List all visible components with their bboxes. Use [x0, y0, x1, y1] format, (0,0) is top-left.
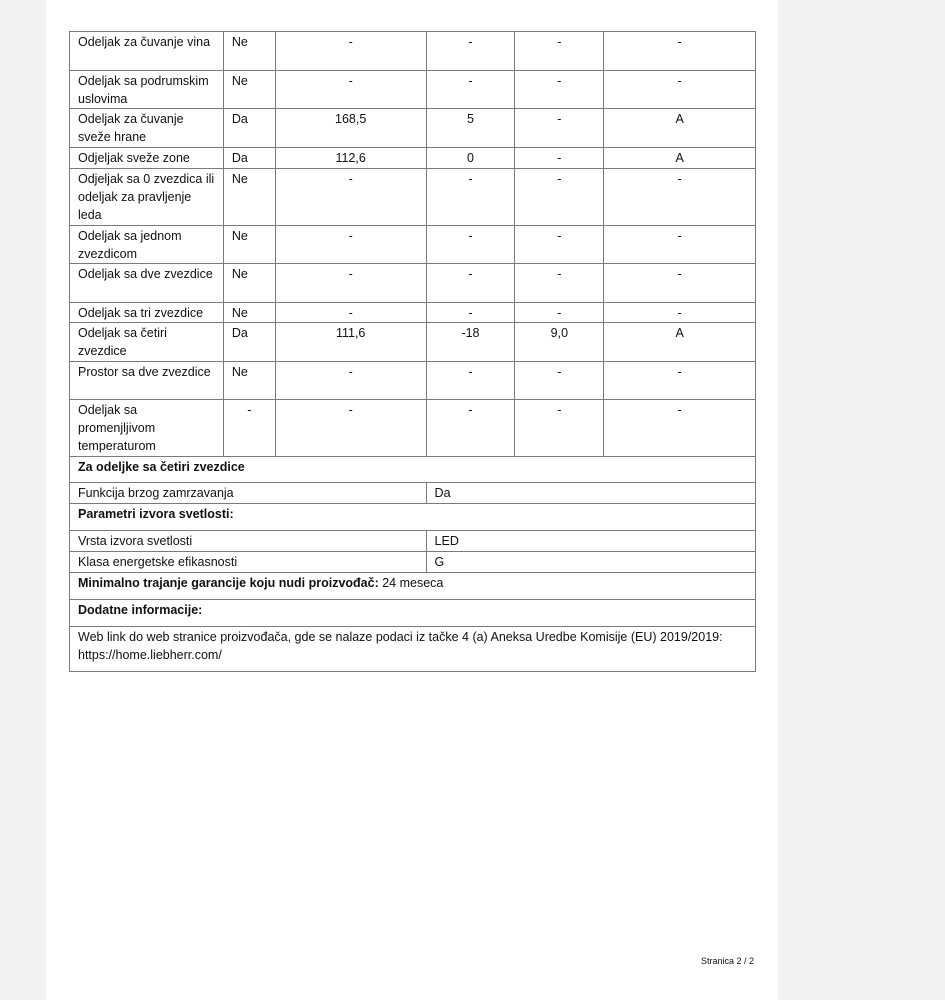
- product-info-table: [69, 31, 756, 672]
- compartment-name: Odeljak za čuvanje vina: [70, 32, 224, 71]
- table-row: [70, 109, 756, 148]
- table-row: [70, 264, 756, 303]
- compartment-name: Odjeljak sveže zone: [70, 148, 224, 169]
- compartment-present: Ne: [223, 264, 275, 303]
- compartment-present: Ne: [223, 32, 275, 71]
- table-row: [70, 400, 756, 457]
- warranty-label: Minimalno trajanje garancije koju nudi proizvođač:: [78, 576, 379, 590]
- table-row: [70, 169, 756, 226]
- fast-freeze-label: Funkcija brzog zamrzavanja: [70, 483, 427, 504]
- compartment-freezing-capacity: -: [515, 109, 604, 148]
- table-row: [70, 226, 756, 264]
- document-page: [46, 0, 778, 1000]
- compartment-volume: 168,5: [275, 109, 426, 148]
- fast-freeze-value: Da: [426, 483, 755, 504]
- compartment-name: Odeljak sa četiri zvezdice: [70, 323, 224, 362]
- compartment-name: Prostor sa dve zvezdice: [70, 362, 224, 400]
- compartment-freezing-capacity: -: [515, 32, 604, 71]
- compartment-volume: -: [275, 32, 426, 71]
- light-type-value: LED: [426, 531, 755, 552]
- compartment-climate: A: [604, 109, 756, 148]
- compartment-freezing-capacity: -: [515, 303, 604, 323]
- table-row: [70, 531, 756, 552]
- compartment-freezing-capacity: -: [515, 226, 604, 264]
- compartment-volume: -: [275, 264, 426, 303]
- table-row: [70, 362, 756, 400]
- four-star-heading: Za odeljke sa četiri zvezdice: [70, 457, 756, 483]
- compartment-climate: A: [604, 323, 756, 362]
- compartment-temperature: -: [426, 226, 515, 264]
- compartment-climate: -: [604, 71, 756, 109]
- compartment-temperature: 0: [426, 148, 515, 169]
- compartment-freezing-capacity: -: [515, 264, 604, 303]
- compartment-climate: A: [604, 148, 756, 169]
- warranty-row: [70, 573, 756, 600]
- compartment-climate: -: [604, 303, 756, 323]
- compartment-climate: -: [604, 400, 756, 457]
- compartment-freezing-capacity: -: [515, 148, 604, 169]
- compartment-volume: 111,6: [275, 323, 426, 362]
- table-row: [70, 71, 756, 109]
- light-type-label: Vrsta izvora svetlosti: [70, 531, 427, 552]
- compartment-volume: -: [275, 303, 426, 323]
- compartment-climate: -: [604, 362, 756, 400]
- compartment-volume: -: [275, 71, 426, 109]
- compartment-freezing-capacity: -: [515, 169, 604, 226]
- compartment-temperature: -: [426, 169, 515, 226]
- compartment-climate: -: [604, 226, 756, 264]
- compartment-temperature: -18: [426, 323, 515, 362]
- warranty-cell: [70, 573, 756, 600]
- compartment-present: Da: [223, 323, 275, 362]
- compartment-freezing-capacity: 9,0: [515, 323, 604, 362]
- section-heading-row: [70, 457, 756, 483]
- compartment-climate: -: [604, 169, 756, 226]
- energy-class-label: Klasa energetske efikasnosti: [70, 552, 427, 573]
- compartment-present: Ne: [223, 71, 275, 109]
- compartment-present: -: [223, 400, 275, 457]
- compartment-name: Odeljak sa jednom zvezdicom: [70, 226, 224, 264]
- compartment-freezing-capacity: -: [515, 400, 604, 457]
- table-row: [70, 323, 756, 362]
- page-number: Stranica 2 / 2: [701, 956, 755, 966]
- light-source-heading: Parametri izvora svetlosti:: [70, 504, 756, 531]
- compartment-climate: -: [604, 32, 756, 71]
- compartment-temperature: -: [426, 264, 515, 303]
- compartment-temperature: -: [426, 303, 515, 323]
- energy-class-value: G: [426, 552, 755, 573]
- compartment-freezing-capacity: -: [515, 71, 604, 109]
- compartment-name: Odeljak sa tri zvezdice: [70, 303, 224, 323]
- compartment-present: Ne: [223, 169, 275, 226]
- compartment-volume: -: [275, 169, 426, 226]
- compartment-freezing-capacity: -: [515, 362, 604, 400]
- table-row: [70, 303, 756, 323]
- warranty-value: 24 meseca: [378, 576, 444, 590]
- compartment-name: Odeljak sa promenjljivom temperaturom: [70, 400, 224, 457]
- compartment-name: Odeljak za čuvanje sveže hrane: [70, 109, 224, 148]
- compartment-volume: 112,6: [275, 148, 426, 169]
- compartment-name: Odeljak sa dve zvezdice: [70, 264, 224, 303]
- additional-info-text: Web link do web stranice proizvođača, gde se nalaze podaci iz tačke 4 (a) Aneksa Uredbe Komisije (EU) 2019/2019: https://home.liebherr.com/: [70, 627, 756, 672]
- compartment-present: Da: [223, 109, 275, 148]
- compartment-present: Da: [223, 148, 275, 169]
- section-heading-row: [70, 600, 756, 627]
- section-heading-row: [70, 504, 756, 531]
- compartment-temperature: -: [426, 32, 515, 71]
- table-row: [70, 627, 756, 672]
- compartment-present: Ne: [223, 226, 275, 264]
- compartment-climate: -: [604, 264, 756, 303]
- table-row: [70, 148, 756, 169]
- table-row: [70, 32, 756, 71]
- compartment-volume: -: [275, 362, 426, 400]
- compartment-present: Ne: [223, 303, 275, 323]
- compartment-volume: -: [275, 226, 426, 264]
- compartment-temperature: -: [426, 400, 515, 457]
- compartment-name: Odeljak sa podrumskim uslovima: [70, 71, 224, 109]
- compartment-present: Ne: [223, 362, 275, 400]
- additional-info-heading: Dodatne informacije:: [70, 600, 756, 627]
- compartment-temperature: -: [426, 362, 515, 400]
- compartment-name: Odjeljak sa 0 zvezdica ili odeljak za pravljenje leda: [70, 169, 224, 226]
- compartment-temperature: 5: [426, 109, 515, 148]
- table-row: [70, 552, 756, 573]
- compartment-temperature: -: [426, 71, 515, 109]
- table-row: [70, 483, 756, 504]
- compartment-volume: -: [275, 400, 426, 457]
